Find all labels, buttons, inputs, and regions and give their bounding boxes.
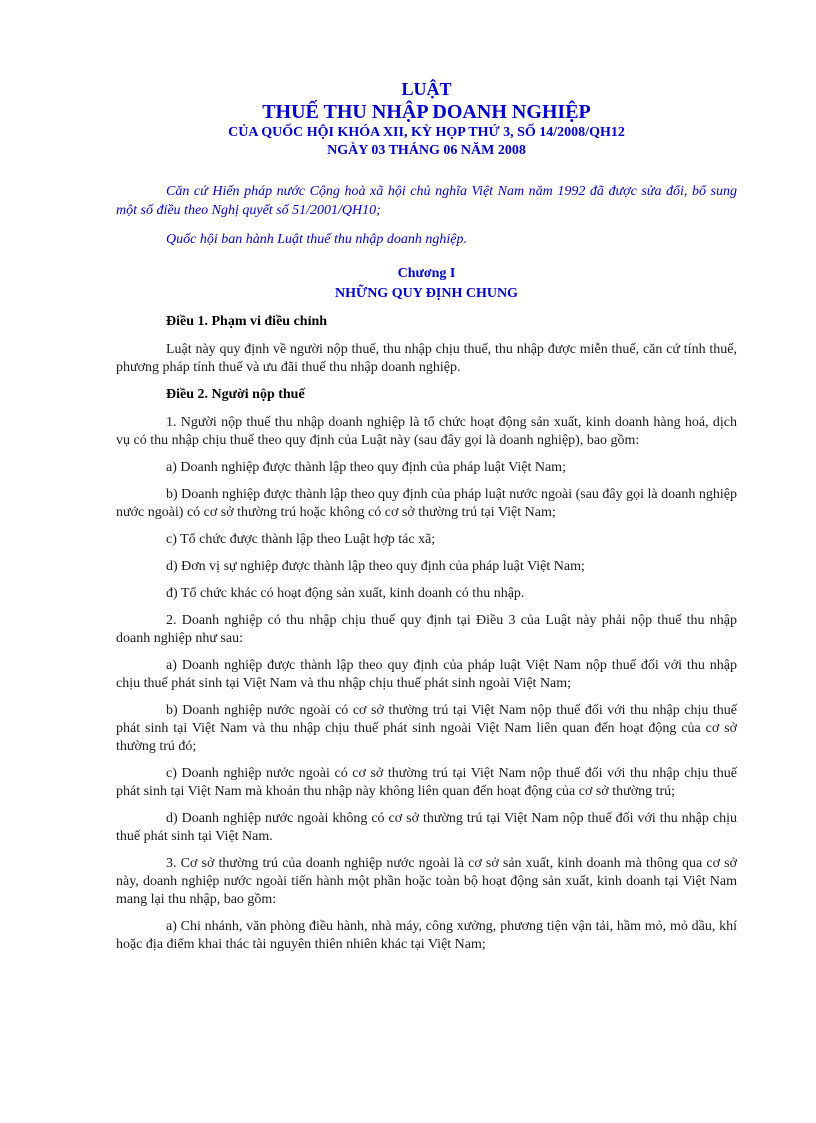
- preamble-paragraph: Quốc hội ban hành Luật thuế thu nhập doanh nghiệp.: [166, 232, 467, 247]
- article-paragraph: b) Doanh nghiệp nước ngoài có cơ sở thường trú tại Việt Nam nộp thuế đối với thu nhập chịu thuế phát sinh tại Việt Nam và thu nhập chịu thuế phát sinh ngoài Việt Nam liên quan đến hoạt động của cơ sở thường trú đó;: [116, 703, 737, 754]
- preamble: [116, 182, 737, 249]
- law-label: LUẬT: [401, 79, 452, 99]
- document-content: [116, 78, 737, 963]
- article-paragraph: 2. Doanh nghiệp có thu nhập chịu thuế quy định tại Điều 3 của Luật này phải nộp thuế thu nhập doanh nghiệp như sau:: [116, 613, 737, 646]
- law-body: [116, 313, 737, 954]
- article-paragraph: đ) Tổ chức khác có hoạt động sản xuất, kinh doanh có thu nhập.: [166, 586, 525, 601]
- article-paragraph: d) Doanh nghiệp nước ngoài không có cơ sở thường trú tại Việt Nam nộp thuế đối với thu nhập chịu thuế phát sinh tại Việt Nam.: [116, 811, 737, 844]
- law-title: THUẾ THU NHẬP DOANH NGHIỆP: [262, 101, 591, 123]
- article-paragraph: b) Doanh nghiệp được thành lập theo quy định của pháp luật nước ngoài (sau đây gọi là doanh nghiệp nước ngoài) có cơ sở thường trú hoặc không có cơ sở thường trú tại Việt Nam;: [116, 487, 737, 520]
- chapter-number: Chương I: [397, 266, 456, 281]
- article-paragraph: a) Doanh nghiệp được thành lập theo quy định của pháp luật Việt Nam nộp thuế đối với thu nhập chịu thuế phát sinh tại Việt Nam và thu nhập chịu thuế phát sinh ngoài Việt Nam;: [116, 658, 737, 691]
- article-paragraph: d) Đơn vị sự nghiệp được thành lập theo quy định của pháp luật Việt Nam;: [166, 559, 585, 574]
- article-paragraph: c) Tổ chức được thành lập theo Luật hợp tác xã;: [166, 532, 436, 547]
- article-paragraph: 3. Cơ sở thường trú của doanh nghiệp nước ngoài là cơ sở sản xuất, kinh doanh mà thông qua cơ sở này, doanh nghiệp nước ngoài tiến hành một phần hoặc toàn bộ hoạt động sản xuất, kinh doanh tại Việt Nam mang lại thu nhập, bao gồm:: [116, 856, 737, 907]
- issuer-line: CỦA QUỐC HỘI KHÓA XII, KỲ HỌP THỨ 3, SỐ 14/2008/QH12: [228, 125, 625, 140]
- article-paragraph: a) Doanh nghiệp được thành lập theo quy định của pháp luật Việt Nam;: [166, 460, 566, 475]
- article-1-heading: Điều 1. Phạm vi điều chỉnh: [166, 314, 328, 329]
- article-paragraph: 1. Người nộp thuế thu nhập doanh nghiệp là tổ chức hoạt động sản xuất, kinh doanh hàng hoá, dịch vụ có thu nhập chịu thuế theo quy định của Luật này (sau đây gọi là doanh nghiệp), bao gồm:: [116, 415, 737, 448]
- article-paragraph: c) Doanh nghiệp nước ngoài có cơ sở thường trú tại Việt Nam nộp thuế đối với thu nhập chịu thuế phát sinh tại Việt Nam mà khoản thu nhập này không liên quan đến hoạt động của cơ sở thường trú;: [116, 766, 737, 799]
- chapter-heading: [116, 265, 737, 305]
- article-paragraph: Luật này quy định về người nộp thuế, thu nhập chịu thuế, thu nhập được miễn thuế, căn cứ tính thuế, phương pháp tính thuế và ưu đãi thuế thu nhập doanh nghiệp.: [116, 342, 737, 375]
- article-2-heading: Điều 2. Người nộp thuế: [166, 387, 305, 402]
- preamble-paragraph: Căn cứ Hiến pháp nước Cộng hoà xã hội chủ nghĩa Việt Nam năm 1992 đã được sửa đổi, bổ sung một số điều theo Nghị quyết số 51/2001/QH10;: [116, 184, 737, 218]
- title-block: [116, 78, 737, 160]
- article-paragraph: a) Chi nhánh, văn phòng điều hành, nhà máy, công xưởng, phương tiện vận tải, hầm mỏ, mỏ dầu, khí hoặc địa điểm khai thác tài nguyên thiên nhiên khác tại Việt Nam;: [116, 919, 737, 952]
- chapter-name: NHỮNG QUY ĐỊNH CHUNG: [335, 286, 518, 301]
- date-line: NGÀY 03 THÁNG 06 NĂM 2008: [327, 143, 526, 158]
